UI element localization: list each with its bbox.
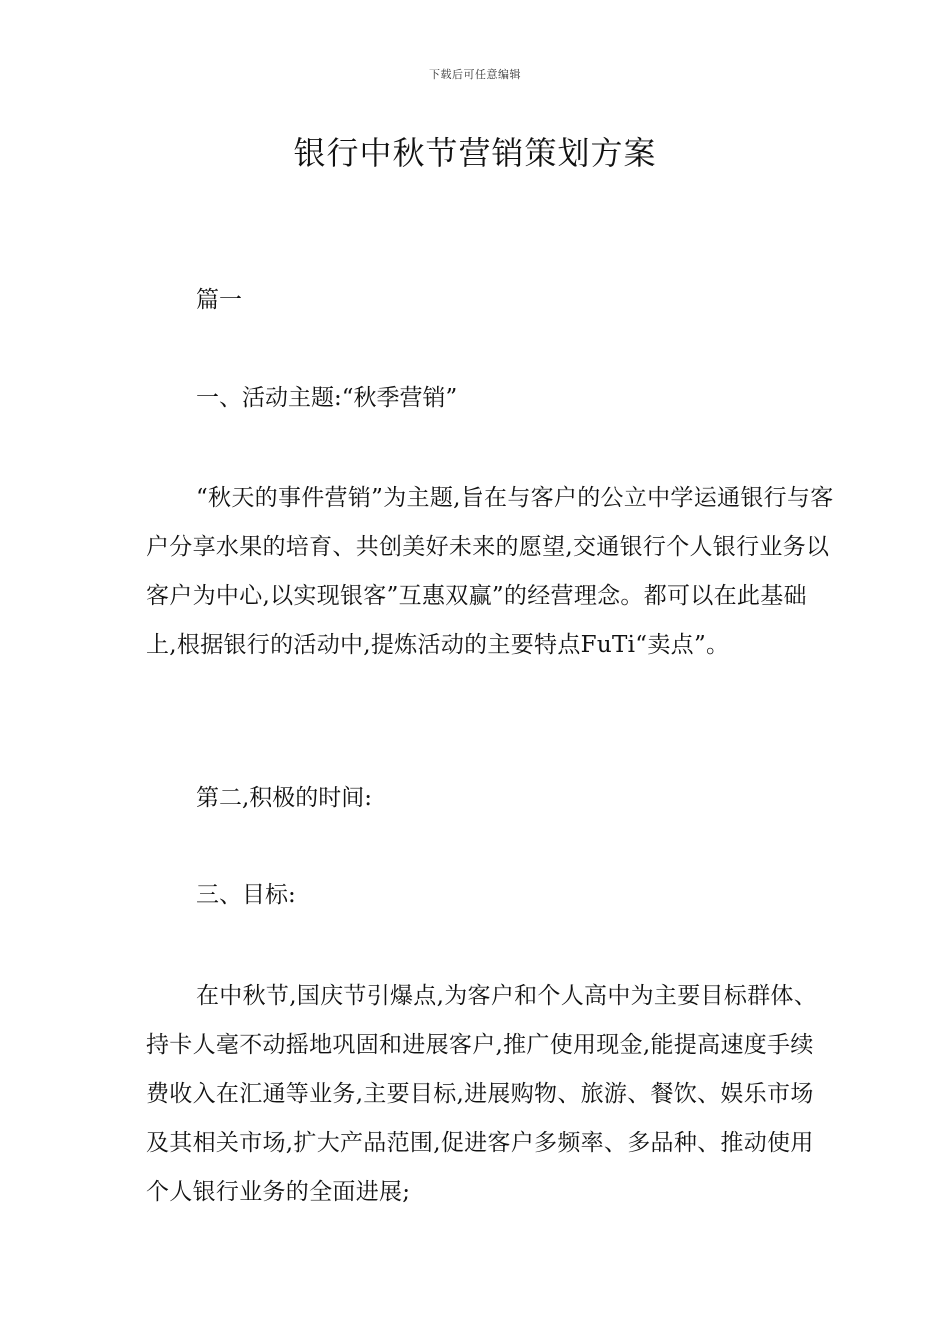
section-heading-goals: 三、目标: xyxy=(196,882,296,908)
header-note: 下载后可任意编辑 xyxy=(429,68,521,81)
part-label: 篇一 xyxy=(196,287,242,313)
section-heading-time: 第二,积极的时间: xyxy=(196,785,373,811)
section-heading-theme: 一、活动主题:“秋季营销” xyxy=(196,385,458,411)
paragraph-theme: “秋天的事件营销”为主题,旨在与客户的公立中学运通银行与客户分享水果的培育、共创美好未来的愿望,交通银行个人银行业务以客户为中心,以实现银客”互惠双赢”的经营理念。都可以在此基础上,根据银行的活动中,提炼活动的主要特点FuTi“卖点”。 xyxy=(146,485,834,658)
paragraph-goals: 在中秋节,国庆节引爆点,为客户和个人高中为主要目标群体、持卡人毫不动摇地巩固和进展客户,推广使用现金,能提高速度手续费收入在汇通等业务,主要目标,进展购物、旅游、餐饮、娱乐市场及其相关市场,扩大产品范围,促进客户多频率、多品种、推动使用个人银行业务的全面进展; xyxy=(146,983,818,1205)
document-title: 银行中秋节营销策划方案 xyxy=(293,134,657,172)
